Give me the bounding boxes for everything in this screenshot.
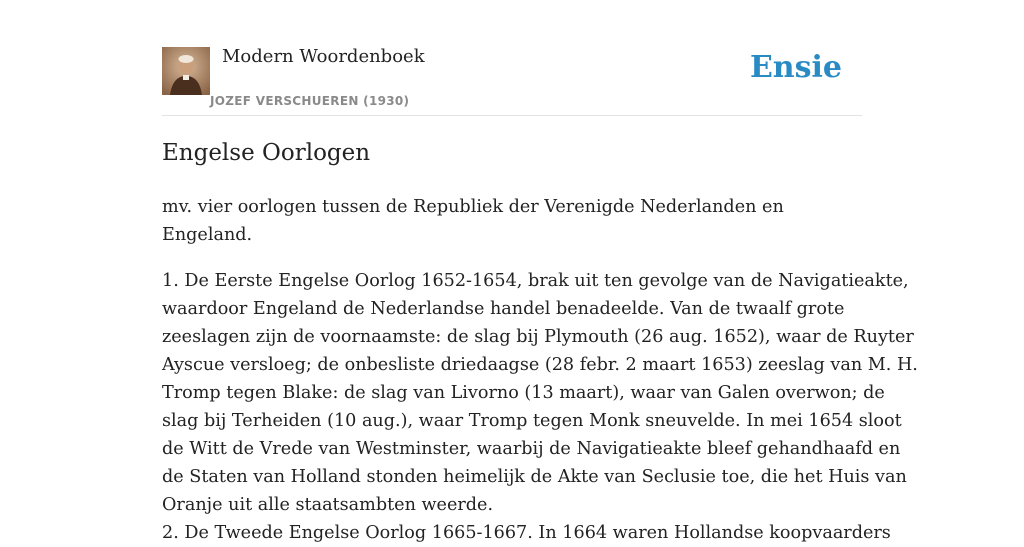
body-line: de Witt de Vrede van Westminster, waarbij de Navigatieakte bleef gehandhaafd en [162, 439, 901, 459]
entry-title: Engelse Oorlogen [162, 140, 371, 166]
body-line: 1. De Eerste Engelse Oorlog 1652-1654, brak uit ten gevolge van de Navigatieakte, [162, 271, 909, 291]
body-line: 2. De Tweede Engelse Oorlog 1665-1667. In 1664 waren Hollandse koopvaarders [162, 523, 891, 543]
body-line: zeeslagen zijn de voornaamste: de slag bij Plymouth (26 aug. 1652), waar de Ruyter [162, 327, 914, 347]
portrait-photo-icon[interactable] [162, 47, 210, 95]
book-title[interactable]: Modern Woordenboek [222, 46, 425, 67]
site-header [162, 0, 862, 116]
entry-body [162, 267, 918, 547]
page-container [162, 0, 918, 543]
ensie-logo[interactable]: Ensie [749, 50, 842, 85]
body-line: slag bij Terheiden (10 aug.), waar Tromp tegen Monk sneuvelde. In mei 1654 sloot [162, 411, 902, 431]
body-line: Tromp tegen Blake: de slag van Livorno (13 maart), waar van Galen overwon; de [162, 383, 885, 403]
body-line: waardoor Engeland de Nederlandse handel benadeelde. Van de twaalf grote [162, 299, 845, 319]
body-line: Oranje uit alle staatsambten weerde. [162, 495, 494, 515]
body-line: Ayscue versloeg; de onbesliste driedaagse (28 febr. 2 maart 1653) zeeslag van M. H. [162, 355, 918, 375]
body-line: de Staten van Holland stonden heimelijk de Akte van Seclusie toe, die het Huis van [162, 467, 907, 487]
author-name[interactable]: JOZEF VERSCHUEREN (1930) [210, 94, 410, 108]
avatar-image [162, 47, 210, 95]
entry-content [162, 193, 918, 547]
entry-definition: mv. vier oorlogen tussen de Republiek der Verenigde Nederlanden en Engeland. [162, 197, 784, 245]
